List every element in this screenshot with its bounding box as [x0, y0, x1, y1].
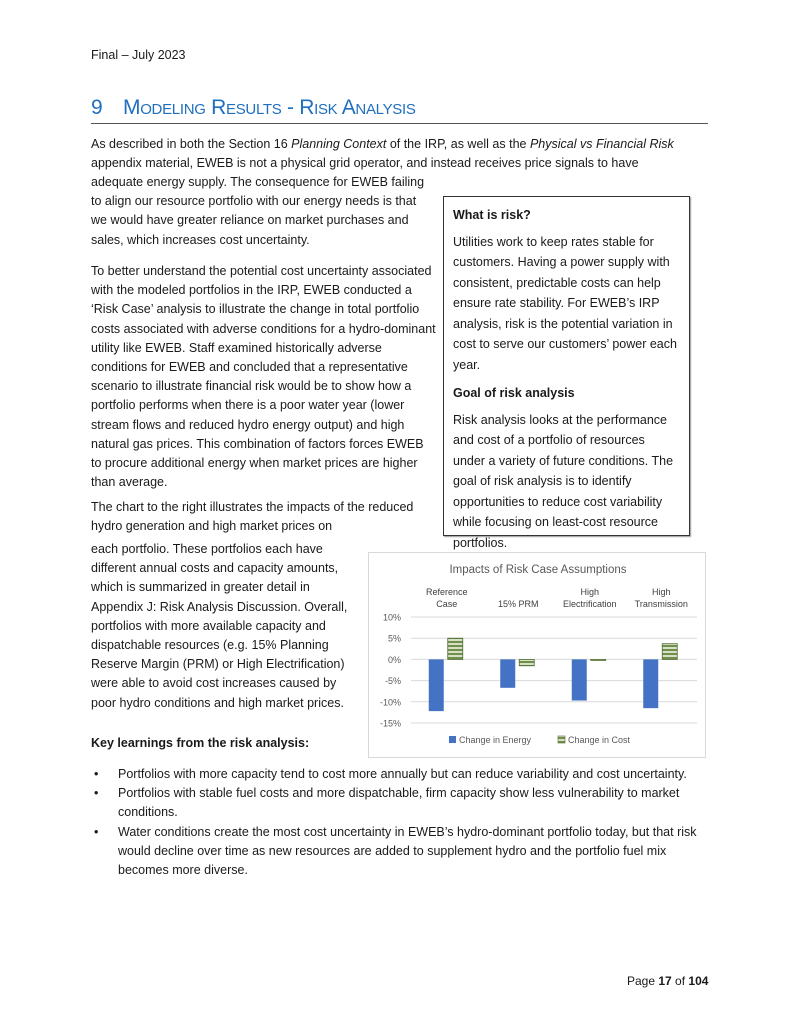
planning-context-ref: Planning Context [291, 137, 387, 151]
chart-legend [449, 735, 631, 745]
risk-case-chart [368, 552, 706, 758]
what-is-risk-title: What is risk? [453, 208, 531, 222]
bullet-icon: • [94, 824, 99, 839]
svg-text:Change in Cost: Change in Cost [568, 735, 631, 745]
svg-text:Electrification: Electrification [562, 599, 617, 609]
chart-title: Impacts of Risk Case Assumptions [449, 564, 627, 576]
svg-text:Case: Case [436, 599, 458, 609]
svg-text:-10%: -10% [379, 697, 401, 708]
bullet-text: Portfolios with stable fuel costs and more dispatchable, firm capacity show less vulnerability to market conditions. [118, 786, 680, 820]
intro-paragraph-continued: adequate energy supply. The consequence for EWEB failing to align our resource portfolio with our energy needs is that we would have greater reliance on market purchases and sales, which increases cost uncertainty. [91, 175, 425, 247]
intro-text-2: of the IRP, as well as the [386, 137, 530, 151]
intro-text-3: appendix material, EWEB is not a physical grid operator, and instead receives price signals to have [91, 156, 639, 171]
bullet-text: Portfolios with more capacity tend to cost more annually but can reduce variability and cost uncertainty. [118, 767, 687, 781]
page-header: Final – July 2023 [91, 48, 186, 62]
current-page: 17 [658, 974, 672, 988]
what-is-risk-body: Utilities work to keep rates stable for customers. Having a power supply with consistent, predictable costs can help ensure rate stability. For EWEB’s IRP analysis, risk is the potential variation in cost to serve our customers’ power each year. [453, 234, 677, 372]
svg-text:High: High [651, 587, 671, 597]
svg-text:10%: 10% [382, 612, 401, 623]
page-of: of [671, 974, 689, 988]
bullet-item [91, 823, 711, 881]
svg-text:-15%: -15% [379, 718, 401, 729]
key-learnings-title: Key learnings from the risk analysis: [91, 736, 310, 750]
svg-text:-5%: -5% [384, 676, 401, 687]
y-axis-labels [380, 613, 401, 729]
section-number: 9 [91, 96, 103, 119]
page-number [627, 974, 708, 988]
bullet-icon: • [94, 786, 99, 801]
svg-text:High: High [580, 587, 600, 597]
svg-text:0%: 0% [387, 654, 401, 665]
bullet-icon: • [94, 767, 99, 781]
svg-text:Change in Energy: Change in Energy [459, 735, 532, 745]
intro-text-1: As described in both the Section 16 [91, 137, 292, 151]
svg-text:5%: 5% [387, 633, 401, 644]
goal-body: Risk analysis looks at the performance and cost of a portfolio of resources under a variety of future conditions. The goal of risk analysis is to identify opportunities to reduce cost variability while focusing on least-cost resource portfolios. [453, 412, 674, 550]
bar-chart [369, 553, 707, 759]
bullet-item [91, 765, 711, 784]
key-learnings-list [91, 765, 711, 880]
risk-case-paragraph: To better understand the potential cost uncertainty associated with the modeled portfolios in the IRP, EWEB conducted a ‘Risk Case’ analysis to illustrate the change in total portfolio costs associated with adverse conditions for a hydro-dominant utility like EWEB. Staff examined historically adverse conditions for EWEB and concluded that a representative scenario to illustrate financial risk would be to show how a portfolio performs when there is a poor water year (lower stream flows and reduced hydro energy output) and high natural gas prices. This combination of factors forces EWEB to procure additional energy when market prices are higher than average. [91, 264, 436, 490]
category-labels [426, 587, 688, 609]
chart-description-paragraph: The chart to the right illustrates the impacts of the reduced hydro generation and high market prices on [91, 500, 414, 534]
total-pages: 104 [688, 974, 709, 988]
chart-description-paragraph-continued: each portfolio. These portfolios each have different annual costs and capacity amounts, which is summarized in greater detail in Appendix J: Risk Analysis Discussion. Overall, portfolios with more available capacity and dispatchable resources (e.g. 15% Planning Reserve Margin (PRM) or High Electrification) were able to avoid cost increases caused by poor hydro conditions and high market prices. [91, 542, 348, 710]
goal-title: Goal of risk analysis [453, 386, 575, 400]
bullet-item [91, 784, 711, 822]
bullet-text: Water conditions create the most cost uncertainty in EWEB’s hydro-dominant portfolio today, but that risk would decline over time as new resources are added to supplement hydro and the portfolio fuel mix becomes more diverse. [118, 824, 697, 878]
svg-text:Reference: Reference [425, 587, 468, 597]
section-heading [91, 96, 708, 124]
physical-financial-risk-ref: Physical vs Financial Risk [529, 137, 674, 151]
section-title: Modeling Results - Risk Analysis [123, 96, 416, 119]
chart-bars [429, 638, 678, 711]
page-prefix: Page [627, 974, 659, 988]
intro-paragraph [91, 135, 706, 173]
svg-text:Transmission: Transmission [634, 599, 688, 609]
svg-text:15% PRM: 15% PRM [497, 599, 539, 609]
risk-sidebox [443, 196, 690, 550]
